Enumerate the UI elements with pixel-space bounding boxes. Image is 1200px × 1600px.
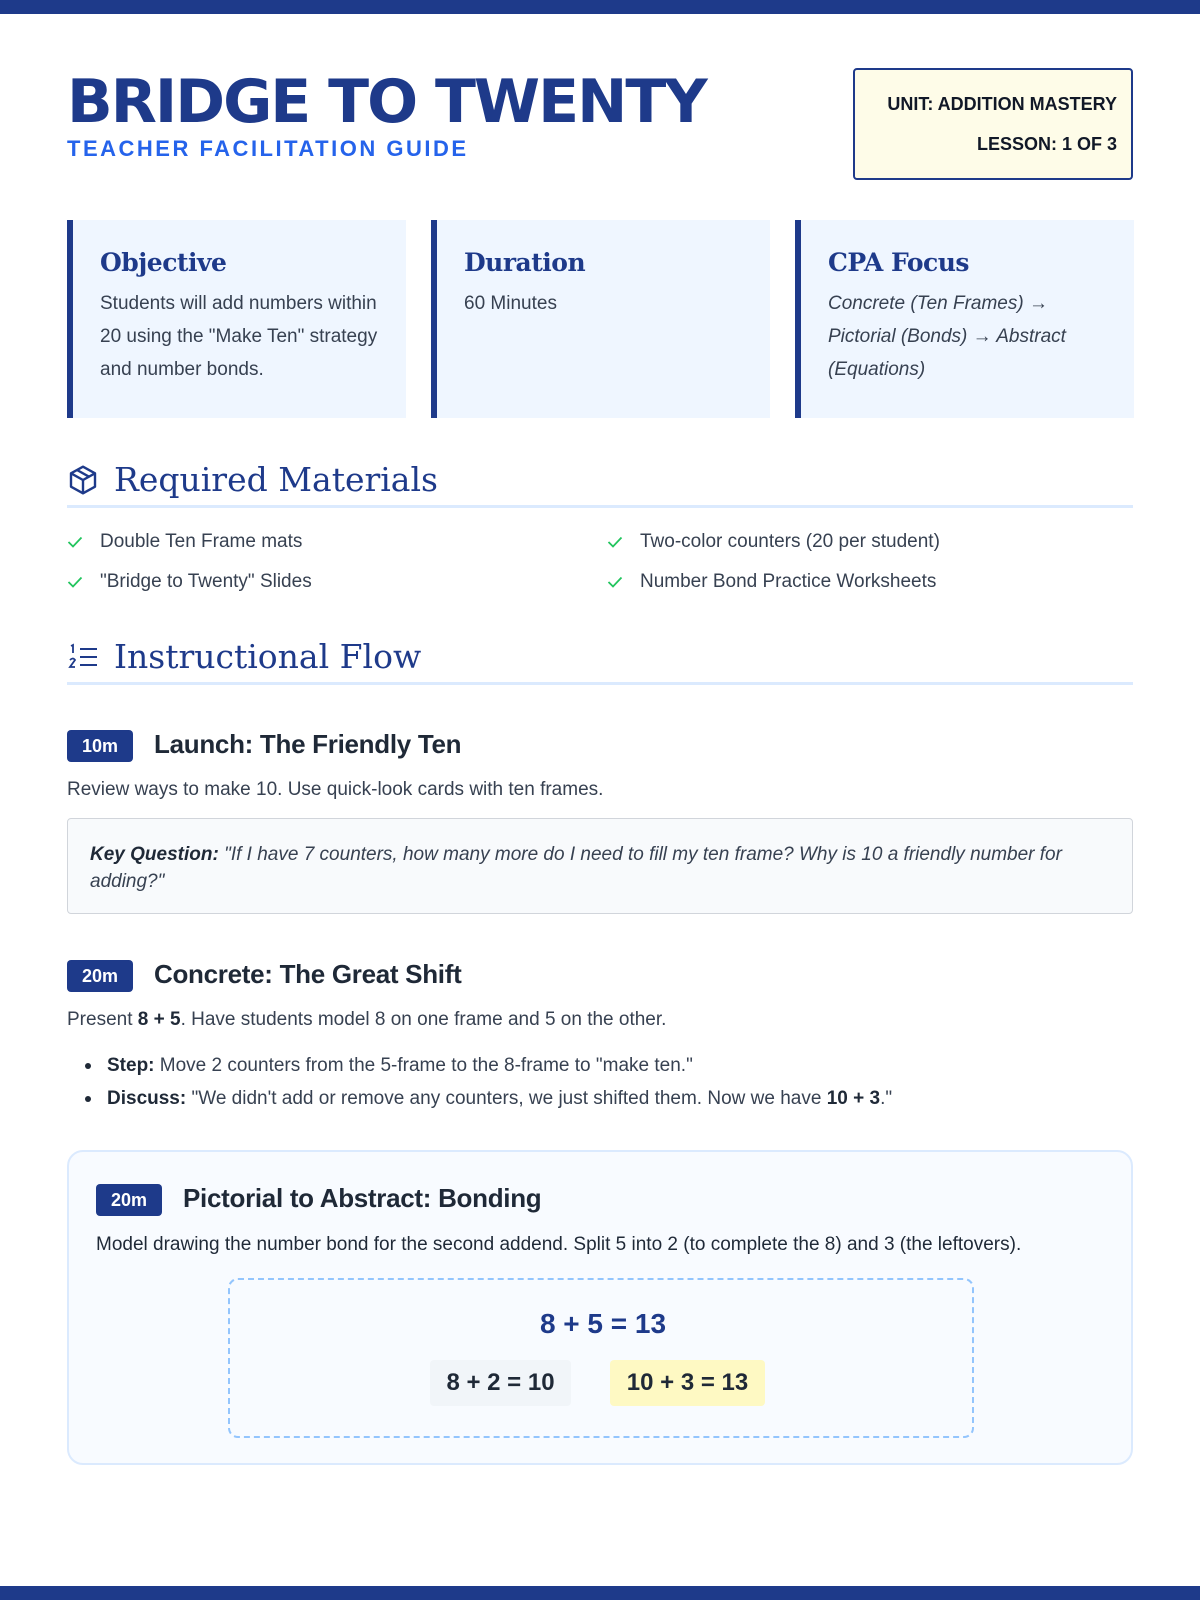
page-header (67, 66, 1133, 186)
text-segment: . Have students model 8 on one frame and 5 on the other. (180, 1009, 667, 1030)
numbered-list-icon (67, 641, 99, 673)
check-icon (607, 535, 623, 549)
key-question-text: "If I have 7 counters, how many more do I need to fill my ten frame? Why is 10 a friendly number for adding?" (90, 844, 1062, 892)
page-subtitle: TEACHER FACILITATION GUIDE (67, 136, 469, 161)
step-description: Model drawing the number bond for the second addend. Split 5 into 2 (to complete the 8) and 3 (the leftovers). (96, 1234, 1022, 1255)
card-text: 60 Minutes (464, 293, 557, 314)
material-label: Two-color counters (20 per student) (640, 531, 940, 552)
key-question-label: Key Question: (90, 844, 219, 865)
duration-badge: 20m (67, 960, 133, 992)
step-description (67, 1009, 666, 1031)
step-bullets (67, 1049, 892, 1115)
section-title: Required Materials (114, 460, 438, 499)
flow-heading (67, 639, 1133, 685)
list-item (67, 1082, 892, 1115)
card-title: CPA Focus (828, 248, 970, 277)
card-text: Students will add numbers within 20 using the "Make Ten" strategy and number bonds. (100, 293, 378, 380)
list-item (67, 1049, 892, 1082)
bullet-text: ." (880, 1088, 893, 1109)
step-description: Review ways to make 10. Use quick-look cards with ten frames. (67, 779, 604, 800)
card-text: Concrete (Ten Frames) → Pictorial (Bonds) → Abstract (Equations) (828, 293, 1066, 380)
objective-card (67, 220, 406, 418)
bullet-emphasis: 10 + 3 (826, 1088, 881, 1109)
section-title: Instructional Flow (114, 637, 422, 676)
step-title: Pictorial to Abstract: Bonding (183, 1183, 542, 1213)
unit-info-box (853, 68, 1133, 180)
duration-card (431, 220, 770, 418)
top-accent-bar (0, 0, 1200, 14)
make-ten-equation: 8 + 2 = 10 (430, 1360, 571, 1406)
bottom-accent-bar (0, 1586, 1200, 1600)
check-icon (607, 575, 623, 589)
materials-heading (67, 462, 1133, 508)
pictorial-step-panel (67, 1150, 1133, 1465)
bullet-label: Step: (107, 1055, 155, 1076)
material-label: Number Bond Practice Worksheets (640, 571, 937, 592)
bullet-text: "We didn't add or remove any counters, we just shifted them. Now we have (186, 1088, 827, 1109)
text-segment: Present (67, 1009, 138, 1030)
card-title: Duration (464, 248, 586, 277)
key-question-box (67, 818, 1133, 914)
number-bond-area (228, 1278, 974, 1438)
material-label: Double Ten Frame mats (100, 531, 303, 552)
material-label: "Bridge to Twenty" Slides (100, 571, 312, 592)
step-title: Concrete: The Great Shift (154, 959, 462, 989)
bullet-text: Move 2 counters from the 5-frame to the 8-frame to "make ten." (154, 1055, 693, 1076)
cpa-focus-card (795, 220, 1134, 418)
info-cards (67, 220, 1133, 418)
duration-badge: 20m (96, 1184, 162, 1216)
package-icon (67, 464, 99, 496)
bullet-label: Discuss: (107, 1088, 187, 1109)
check-icon (67, 575, 83, 589)
page-title: BRIDGE TO TWENTY (67, 67, 706, 137)
main-equation: 8 + 5 = 13 (539, 1308, 667, 1339)
card-title: Objective (100, 248, 227, 277)
lesson-label: LESSON: 1 OF 3 (976, 134, 1117, 154)
text-emphasis: 8 + 5 (137, 1009, 181, 1030)
leftover-equation: 10 + 3 = 13 (610, 1360, 765, 1406)
unit-label: UNIT: ADDITION MASTERY (887, 94, 1117, 114)
duration-badge: 10m (67, 730, 133, 762)
step-title: Launch: The Friendly Ten (154, 729, 462, 759)
check-icon (67, 535, 83, 549)
